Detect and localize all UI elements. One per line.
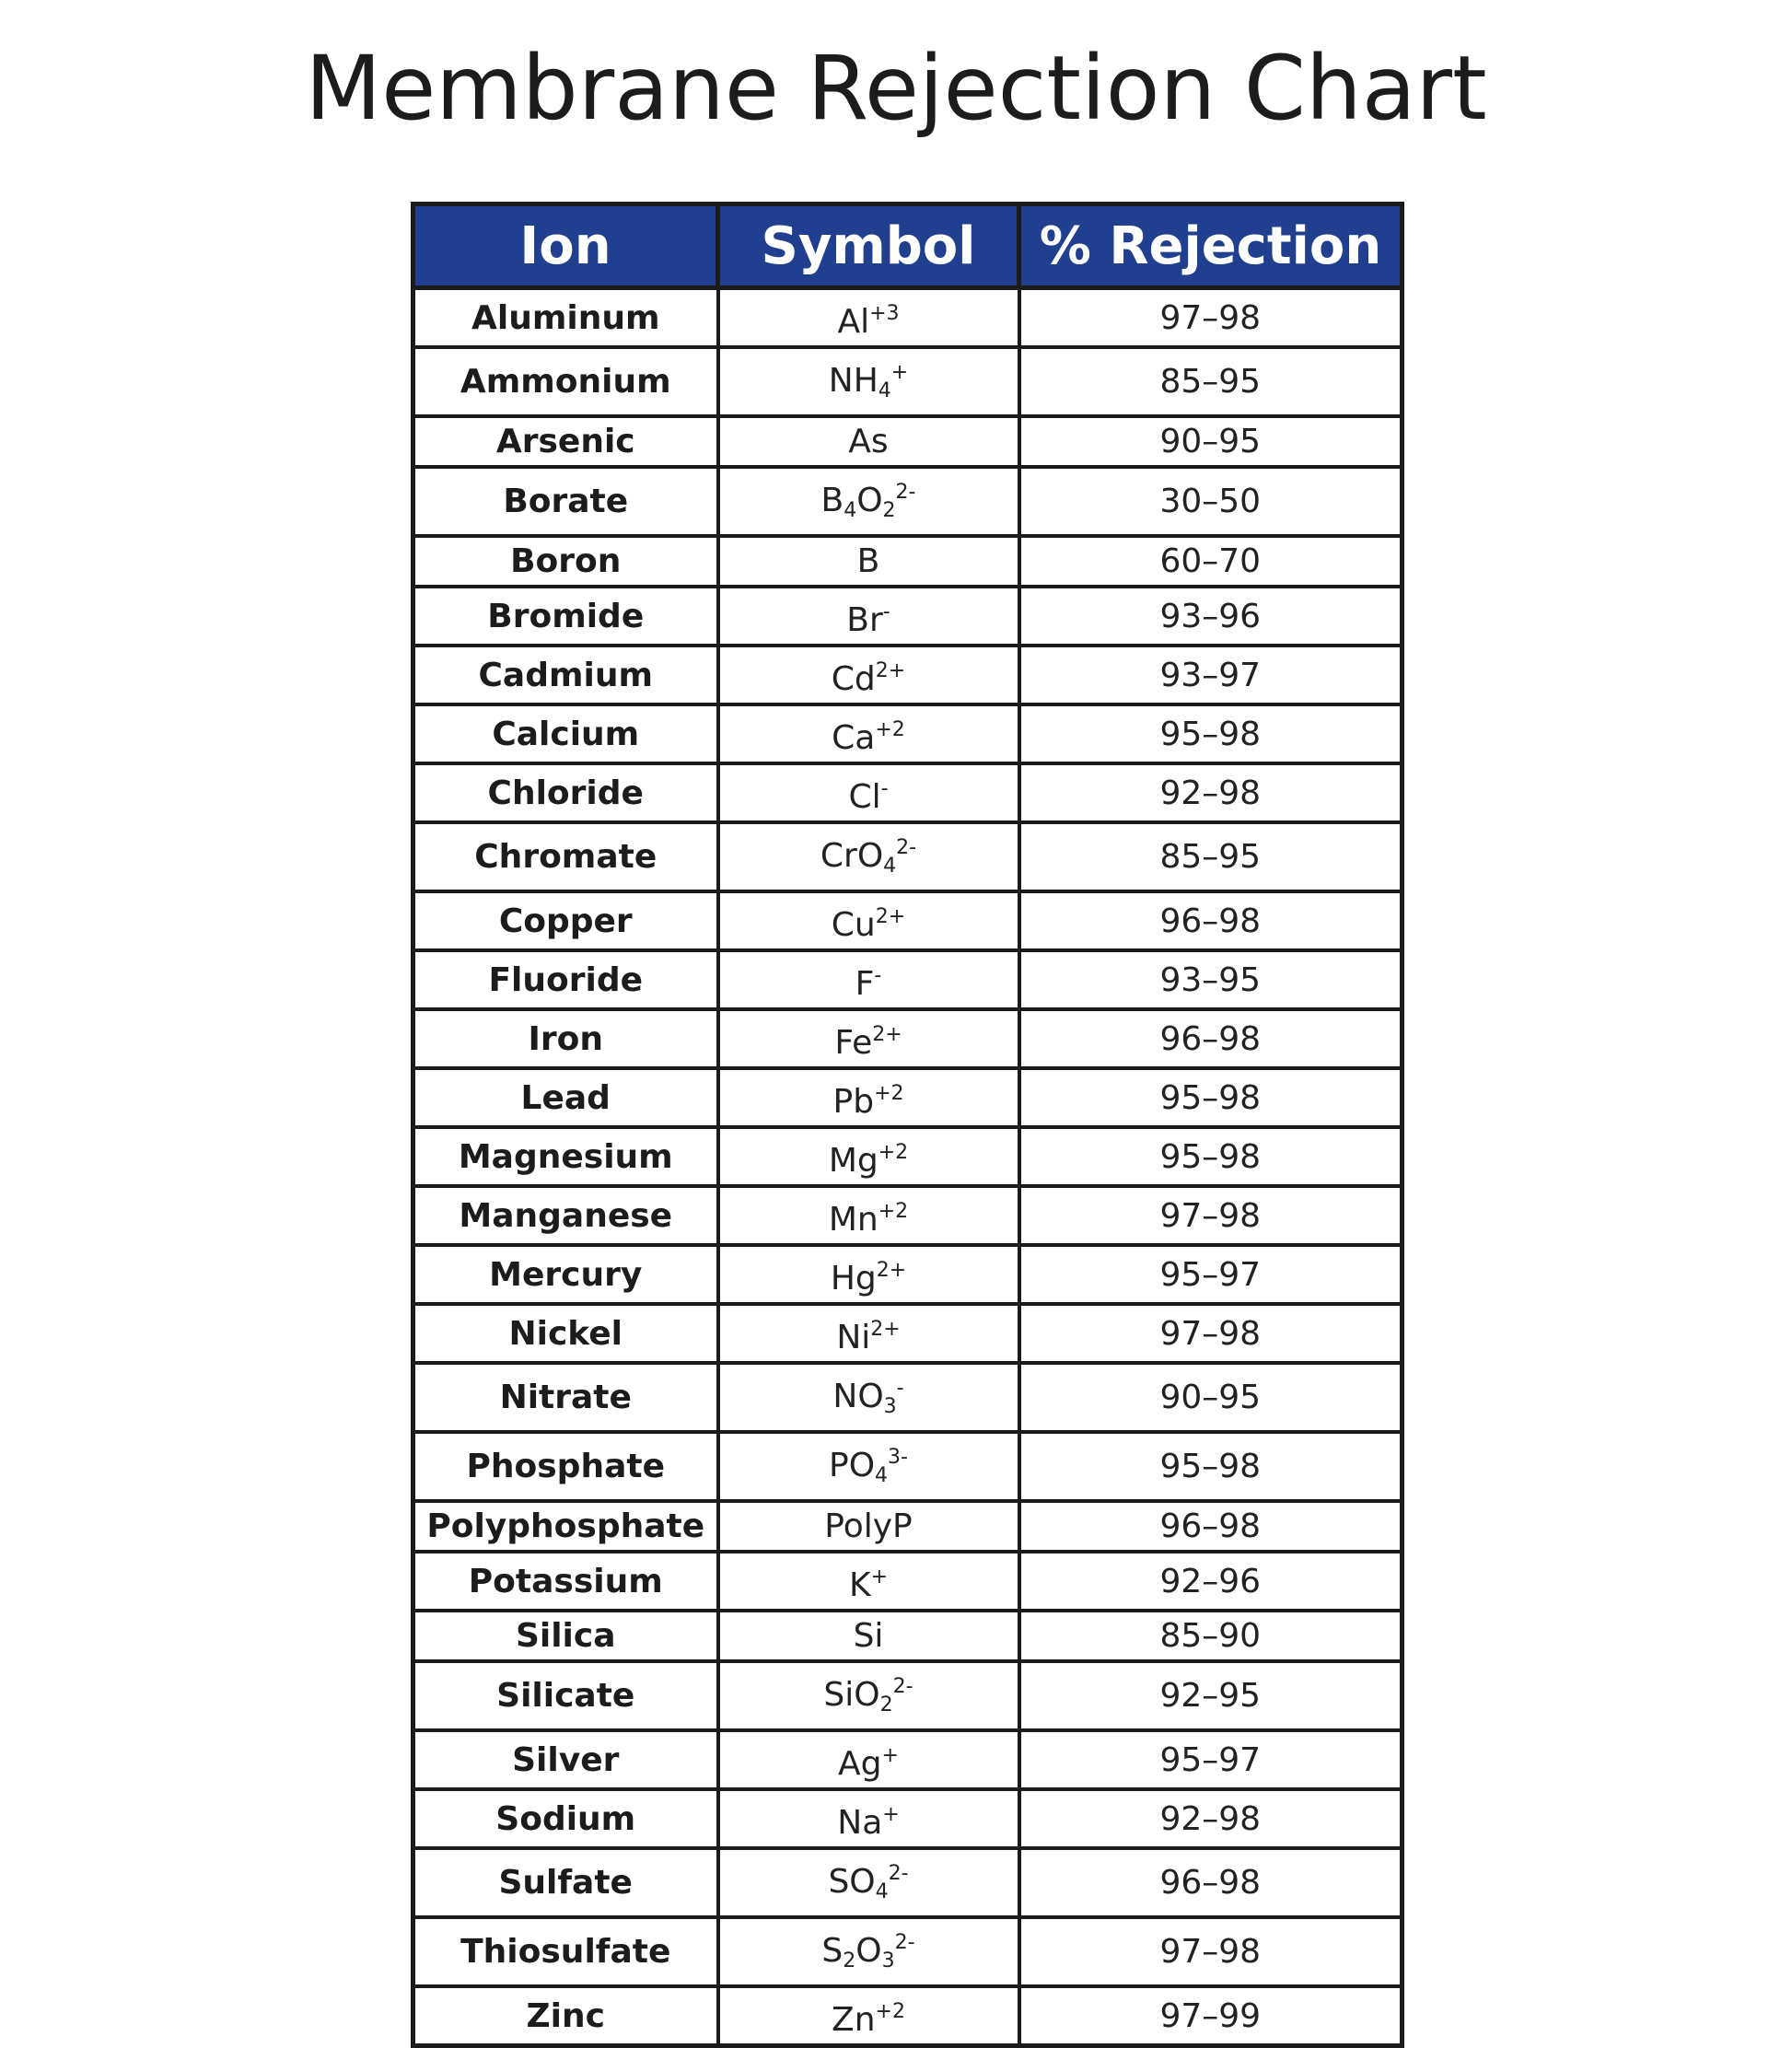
ion-symbol-cell	[718, 1009, 1019, 1068]
symbol-part: +2	[875, 2000, 905, 2023]
ion-name-cell: Aluminum	[413, 288, 718, 348]
table-row	[413, 1432, 1402, 1501]
ion-name-cell: Phosphate	[413, 1432, 718, 1501]
symbol-part: 2+	[870, 1318, 901, 1341]
ion-symbol-cell	[718, 1986, 1019, 2046]
ion-name-cell: Copper	[413, 891, 718, 950]
rejection-value-cell: 95–98	[1019, 1432, 1402, 1501]
ion-symbol-cell	[718, 416, 1019, 467]
symbol-part: +	[881, 1744, 899, 1767]
ion-symbol-cell	[718, 1432, 1019, 1501]
ion-name-cell: Zinc	[413, 1986, 718, 2046]
symbol-part: -	[896, 1377, 904, 1400]
table-row	[413, 1363, 1402, 1432]
ion-name-cell: Manganese	[413, 1186, 718, 1245]
symbol-part: Cl	[848, 778, 881, 816]
rejection-value-cell: 92–98	[1019, 1789, 1402, 1848]
ion-name-cell: Nitrate	[413, 1363, 718, 1432]
rejection-value-cell: 85–95	[1019, 347, 1402, 416]
symbol-part: Mg	[828, 1142, 879, 1180]
symbol-part: 2-	[896, 836, 917, 859]
symbol-part: Mn	[828, 1201, 879, 1239]
table-row	[413, 467, 1402, 536]
ion-name-cell: Calcium	[413, 704, 718, 763]
ion-name-cell: Silicate	[413, 1661, 718, 1730]
table-body	[413, 288, 1402, 2046]
ion-name-cell: Ammonium	[413, 347, 718, 416]
rejection-value-cell: 95–97	[1019, 1730, 1402, 1789]
ion-symbol-cell	[718, 1730, 1019, 1789]
table-row	[413, 1789, 1402, 1848]
table-row	[413, 1127, 1402, 1186]
symbol-part: Cu	[831, 906, 876, 944]
ion-symbol-cell	[718, 1186, 1019, 1245]
symbol-part: 3-	[888, 1446, 908, 1469]
ion-symbol-cell	[718, 1661, 1019, 1730]
table-row	[413, 587, 1402, 646]
symbol-part: +2	[878, 1200, 909, 1223]
table-row	[413, 1611, 1402, 1661]
symbol-part: 2	[843, 1949, 856, 1972]
symbol-part: 2+	[875, 659, 906, 682]
ion-symbol-cell	[718, 763, 1019, 822]
ion-symbol-cell	[718, 950, 1019, 1009]
rejection-value-cell: 95–98	[1019, 1127, 1402, 1186]
symbol-part: 4	[883, 855, 897, 878]
ion-symbol-cell	[718, 1363, 1019, 1432]
ion-name-cell: Magnesium	[413, 1127, 718, 1186]
symbol-part: B	[856, 542, 880, 580]
symbol-part: 2	[882, 499, 896, 522]
table-row	[413, 416, 1402, 467]
table-row	[413, 1009, 1402, 1068]
ion-symbol-cell	[718, 1304, 1019, 1363]
rejection-value-cell: 95–98	[1019, 1068, 1402, 1127]
symbol-part: Na	[837, 1804, 883, 1842]
table-row	[413, 1730, 1402, 1789]
rejection-value-cell: 97–98	[1019, 1186, 1402, 1245]
rejection-value-cell: 95–97	[1019, 1245, 1402, 1304]
ion-name-cell: Iron	[413, 1009, 718, 1068]
symbol-part: Zn	[832, 2001, 876, 2039]
table-row	[413, 1186, 1402, 1245]
symbol-part: S	[821, 1932, 844, 1970]
symbol-part: Ni	[836, 1319, 871, 1356]
table-row	[413, 646, 1402, 704]
ion-name-cell: Cadmium	[413, 646, 718, 704]
symbol-part: 2-	[895, 481, 916, 504]
rejection-value-cell: 60–70	[1019, 536, 1402, 587]
rejection-value-cell: 93–96	[1019, 587, 1402, 646]
rejection-value-cell: 30–50	[1019, 467, 1402, 536]
ion-name-cell: Silica	[413, 1611, 718, 1661]
symbol-part: PO	[829, 1447, 876, 1484]
table-row	[413, 1986, 1402, 2046]
ion-symbol-cell	[718, 1245, 1019, 1304]
symbol-part: 2-	[888, 1862, 909, 1885]
ion-symbol-cell	[718, 1068, 1019, 1127]
symbol-part: 2	[879, 1693, 893, 1716]
ion-name-cell: Chromate	[413, 822, 718, 891]
column-header-rejection: % Rejection	[1019, 204, 1402, 288]
symbol-part: -	[880, 777, 889, 800]
rejection-value-cell: 95–98	[1019, 704, 1402, 763]
rejection-value-cell: 90–95	[1019, 416, 1402, 467]
ion-name-cell: Sulfate	[413, 1848, 718, 1917]
ion-name-cell: Borate	[413, 467, 718, 536]
table-row	[413, 1552, 1402, 1611]
table-row	[413, 1848, 1402, 1917]
rejection-value-cell: 85–95	[1019, 822, 1402, 891]
table-row	[413, 950, 1402, 1009]
ion-name-cell: Thiosulfate	[413, 1917, 718, 1986]
rejection-table	[411, 202, 1404, 2048]
table-row	[413, 1661, 1402, 1730]
ion-name-cell: Polyphosphate	[413, 1501, 718, 1552]
rejection-value-cell: 92–95	[1019, 1661, 1402, 1730]
table-row	[413, 1068, 1402, 1127]
table-row	[413, 1245, 1402, 1304]
symbol-part: Ca	[832, 719, 876, 757]
symbol-part: +2	[874, 1082, 904, 1105]
ion-name-cell: Boron	[413, 536, 718, 587]
rejection-value-cell: 90–95	[1019, 1363, 1402, 1432]
table-row	[413, 1501, 1402, 1552]
symbol-part: 3	[881, 1949, 895, 1972]
ion-symbol-cell	[718, 1848, 1019, 1917]
table-row	[413, 347, 1402, 416]
ion-symbol-cell	[718, 822, 1019, 891]
rejection-value-cell: 97–98	[1019, 1304, 1402, 1363]
symbol-part: SO	[828, 1863, 876, 1901]
rejection-value-cell: 93–95	[1019, 950, 1402, 1009]
rejection-value-cell: 97–99	[1019, 1986, 1402, 2046]
symbol-part: PolyP	[824, 1507, 913, 1545]
ion-symbol-cell	[718, 1611, 1019, 1661]
symbol-part: +2	[875, 718, 905, 741]
symbol-part: Fe	[834, 1024, 873, 1062]
rejection-value-cell: 96–98	[1019, 1848, 1402, 1917]
symbol-part: 2+	[876, 1259, 907, 1282]
symbol-part: K	[848, 1566, 871, 1604]
ion-symbol-cell	[718, 1127, 1019, 1186]
ion-name-cell: Potassium	[413, 1552, 718, 1611]
symbol-part: O	[856, 482, 883, 519]
symbol-part: Ag	[838, 1745, 882, 1783]
table-row	[413, 1917, 1402, 1986]
ion-name-cell: Bromide	[413, 587, 718, 646]
symbol-part: Cd	[831, 660, 876, 698]
symbol-part: +	[882, 1803, 900, 1826]
ion-symbol-cell	[718, 288, 1019, 348]
rejection-value-cell: 96–98	[1019, 1501, 1402, 1552]
table-row	[413, 536, 1402, 587]
symbol-part: 2+	[875, 905, 906, 928]
rejection-value-cell: 93–97	[1019, 646, 1402, 704]
symbol-part: O	[855, 1932, 882, 1970]
ion-name-cell: Silver	[413, 1730, 718, 1789]
symbol-part: 2+	[872, 1023, 902, 1046]
symbol-part: NH	[828, 362, 879, 400]
symbol-part: Pb	[832, 1083, 875, 1121]
symbol-part: B	[820, 482, 844, 519]
symbol-part: Si	[853, 1617, 884, 1655]
page-title: Membrane Rejection Chart	[305, 37, 1487, 140]
ion-name-cell: Fluoride	[413, 950, 718, 1009]
ion-name-cell: Mercury	[413, 1245, 718, 1304]
symbol-part: 2-	[894, 1931, 915, 1954]
symbol-part: CrO	[820, 837, 884, 875]
ion-name-cell: Arsenic	[413, 416, 718, 467]
ion-symbol-cell	[718, 1501, 1019, 1552]
ion-symbol-cell	[718, 536, 1019, 587]
symbol-part: +	[870, 1565, 889, 1588]
symbol-part: 4	[878, 379, 891, 402]
symbol-part: F	[855, 965, 875, 1003]
ion-symbol-cell	[718, 646, 1019, 704]
ion-symbol-cell	[718, 467, 1019, 536]
symbol-part: 4	[875, 1880, 889, 1903]
ion-name-cell: Lead	[413, 1068, 718, 1127]
table-row	[413, 763, 1402, 822]
ion-symbol-cell	[718, 1917, 1019, 1986]
table-row	[413, 704, 1402, 763]
table-row	[413, 822, 1402, 891]
column-header-ion: Ion	[413, 204, 718, 288]
table-header-row	[413, 204, 1402, 288]
ion-symbol-cell	[718, 347, 1019, 416]
symbol-part: Br	[846, 601, 883, 639]
symbol-part: Al	[837, 303, 870, 341]
symbol-part: Hg	[830, 1260, 877, 1297]
table-row	[413, 1304, 1402, 1363]
symbol-part: 3	[883, 1395, 897, 1418]
rejection-value-cell: 97–98	[1019, 1917, 1402, 1986]
symbol-part: -	[882, 600, 890, 623]
rejection-value-cell: 92–98	[1019, 763, 1402, 822]
symbol-part: As	[848, 423, 889, 460]
table-row	[413, 891, 1402, 950]
symbol-part: -	[874, 964, 882, 987]
symbol-part: +	[890, 361, 909, 384]
ion-name-cell: Sodium	[413, 1789, 718, 1848]
symbol-part: 4	[875, 1464, 889, 1487]
ion-symbol-cell	[718, 704, 1019, 763]
symbol-part: SiO	[823, 1676, 880, 1714]
ion-name-cell: Chloride	[413, 763, 718, 822]
symbol-part: +2	[878, 1141, 909, 1164]
rejection-value-cell: 97–98	[1019, 288, 1402, 348]
symbol-part: NO	[832, 1378, 884, 1415]
column-header-symbol: Symbol	[718, 204, 1019, 288]
rejection-value-cell: 96–98	[1019, 1009, 1402, 1068]
ion-symbol-cell	[718, 587, 1019, 646]
ion-symbol-cell	[718, 1552, 1019, 1611]
ion-name-cell: Nickel	[413, 1304, 718, 1363]
symbol-part: +3	[869, 302, 900, 325]
ion-symbol-cell	[718, 891, 1019, 950]
rejection-value-cell: 92–96	[1019, 1552, 1402, 1611]
table-row	[413, 288, 1402, 348]
rejection-value-cell: 85–90	[1019, 1611, 1402, 1661]
symbol-part: 4	[844, 499, 857, 522]
rejection-value-cell: 96–98	[1019, 891, 1402, 950]
ion-symbol-cell	[718, 1789, 1019, 1848]
symbol-part: 2-	[892, 1675, 913, 1698]
